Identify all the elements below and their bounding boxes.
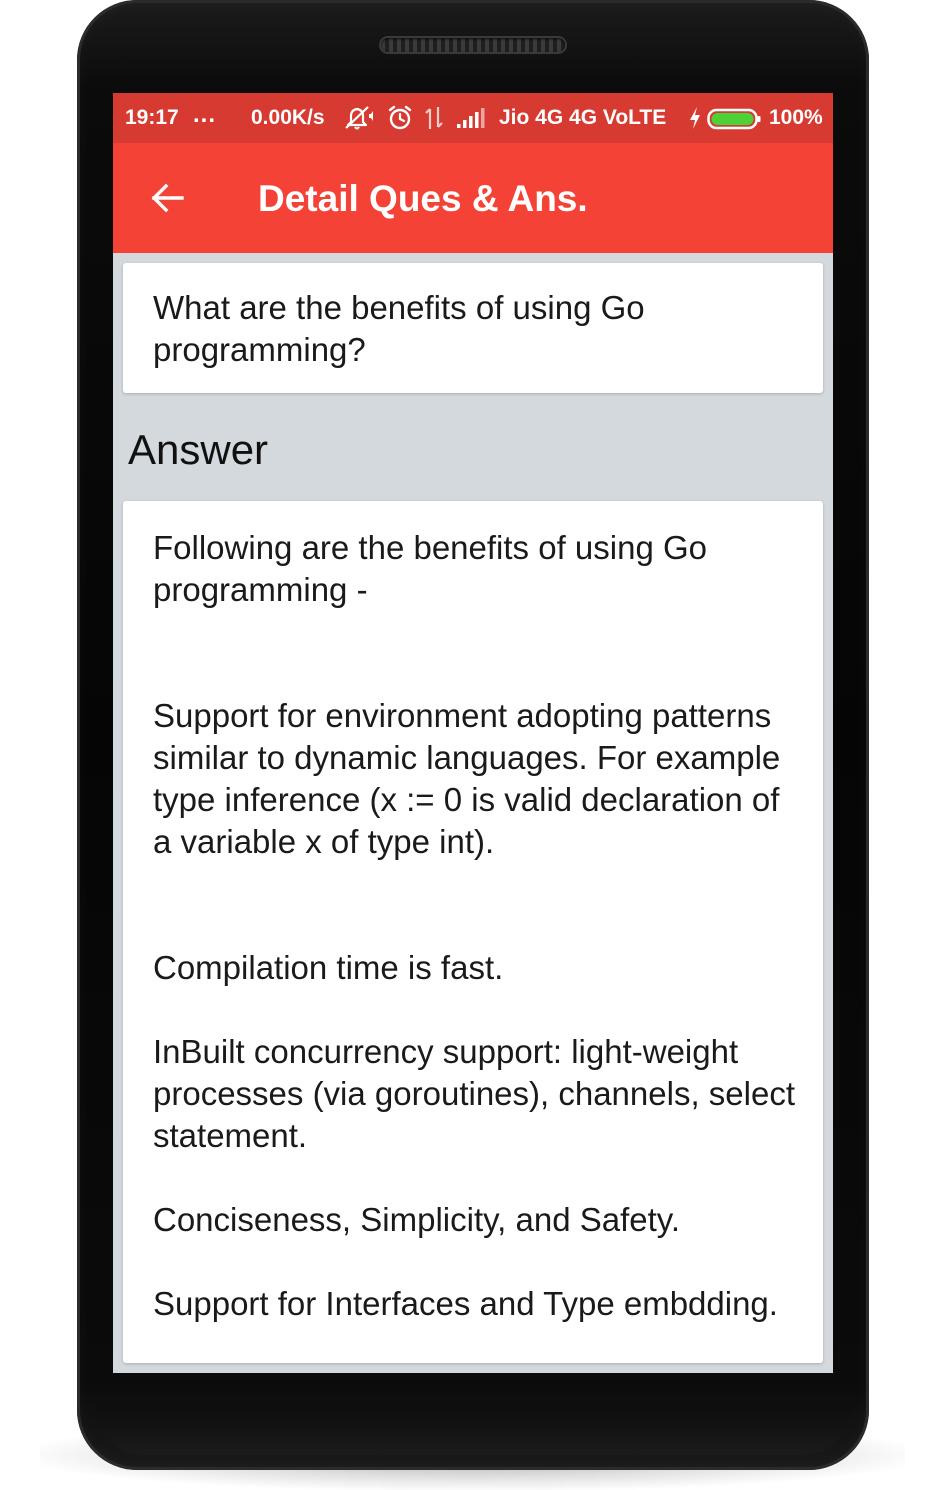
question-card — [123, 263, 823, 393]
status-time: 19:17 — [125, 106, 179, 129]
back-button[interactable] — [141, 171, 195, 225]
answer-point: Compilation time is fast. — [153, 949, 504, 986]
data-transfer-icon — [423, 105, 445, 131]
status-bar — [113, 93, 833, 143]
charging-icon — [687, 105, 703, 131]
toolbar-title: Detail Ques & Ans. — [258, 178, 588, 219]
battery-icon — [707, 106, 761, 132]
answer-point: InBuilt concurrency support: light-weight processes (via goroutines), channels, select statement. — [153, 1033, 795, 1154]
earpiece-speaker — [381, 38, 565, 52]
answer-point: Conciseness, Simplicity, and Safety. — [153, 1201, 681, 1238]
answer-intro: Following are the benefits of using Go programming - — [153, 529, 707, 608]
status-carrier: Jio 4G 4G VoLTE — [499, 106, 667, 129]
phone-chin — [95, 1405, 851, 1455]
status-net-speed: 0.00K/s — [251, 106, 325, 129]
status-battery-percent: 100% — [769, 106, 823, 129]
app-screen — [113, 93, 833, 1373]
arrow-left-icon — [148, 178, 188, 218]
answer-point: Support for Interfaces and Type embdding. — [153, 1285, 778, 1322]
status-notification-dots: ... — [193, 101, 217, 128]
answer-card — [123, 501, 823, 1363]
answer-heading: Answer — [128, 426, 269, 473]
app-toolbar — [113, 143, 833, 253]
answer-point: Support for environment adopting patterns similar to dynamic languages. For example type inference (x := 0 is valid declaration of a variable x of type int). — [153, 697, 781, 860]
mute-icon — [343, 105, 375, 131]
signal-icon — [455, 105, 489, 131]
alarm-icon — [387, 105, 413, 131]
question-text: What are the benefits of using Go programming? — [153, 289, 645, 368]
